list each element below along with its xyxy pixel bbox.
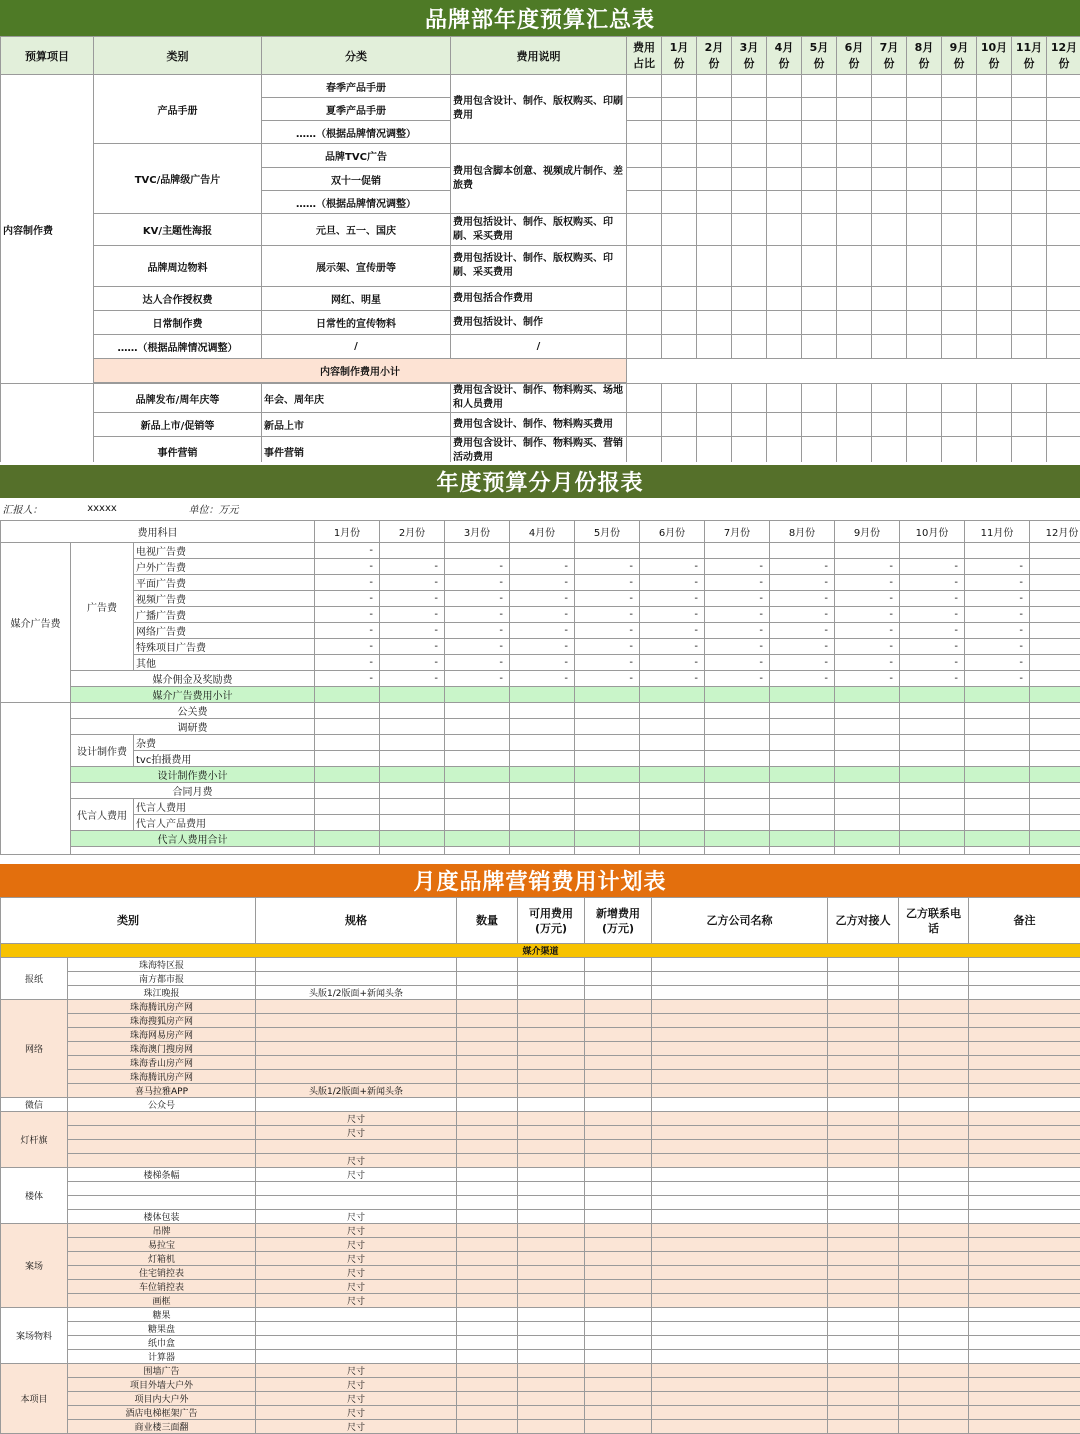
subcategory: 双十一促销 <box>262 168 451 191</box>
header-cell: 4月 份 <box>767 37 802 75</box>
annual-budget-summary <box>0 0 1080 462</box>
list-item: 糖果盘 <box>68 1322 256 1336</box>
cost-note: 费用包含脚本创意、视频成片制作、差旅费 <box>451 144 627 214</box>
ad-item: 视频广告费 <box>134 590 315 606</box>
month-header: 10月份 <box>900 520 965 542</box>
summary-title: 品牌部年度预算汇总表 <box>0 0 1080 36</box>
reporter-label: 汇报人： <box>2 505 43 517</box>
marketing-plan-table <box>0 897 1080 1434</box>
category: KV/主题性海报 <box>94 214 262 246</box>
month-header: 2月份 <box>380 520 445 542</box>
cost-note: 费用包含设计、制作、物料购买、营销活动费用 <box>451 437 627 463</box>
spec: 尺寸 <box>256 1364 457 1378</box>
spec: 尺寸 <box>256 1154 457 1168</box>
spec: 尺寸 <box>256 1406 457 1420</box>
list-item: 珠海搜狐房产网 <box>68 1014 256 1028</box>
header-cell: 乙方公司名称 <box>652 898 828 944</box>
category: TVC/品牌级广告片 <box>94 144 262 214</box>
marketing-plan-title: 月度品牌营销费用计划表 <box>0 864 1080 897</box>
research-fee: 调研费 <box>71 718 315 734</box>
subcategory: 品牌TVC广告 <box>262 144 451 168</box>
spokesperson-fee-item: 代言人费用 <box>134 798 315 814</box>
header-cell: 费用说明 <box>451 37 627 75</box>
month-header: 8月份 <box>770 520 835 542</box>
header-cell: 8月 份 <box>907 37 942 75</box>
category-newspaper: 报纸 <box>1 958 68 1000</box>
list-item: 珠海澳门搜房网 <box>68 1042 256 1056</box>
category-sales-site: 案场 <box>1 1224 68 1308</box>
category: 事件营销 <box>94 437 262 463</box>
list-item: 珠海特区报 <box>68 958 256 972</box>
header-cell: 费用 占比 <box>627 37 662 75</box>
list-item: 纸巾盒 <box>68 1336 256 1350</box>
budget-item: 内容制作费 <box>1 75 94 384</box>
list-item: 项目外墙大户外 <box>68 1378 256 1392</box>
spec: 尺寸 <box>256 1378 457 1392</box>
list-item: 住宅销控表 <box>68 1266 256 1280</box>
header-cell: 分类 <box>262 37 451 75</box>
list-item: 珠江晚报 <box>68 986 256 1000</box>
subcategory: 事件营销 <box>262 437 451 463</box>
spec: 尺寸 <box>256 1238 457 1252</box>
cost-note: 费用包括设计、制作、版权购买、印刷、采买费用 <box>451 214 627 246</box>
subcategory: 春季产品手册 <box>262 75 451 98</box>
ad-item: 广播广告费 <box>134 606 315 622</box>
media-channel-band: 媒介渠道 <box>1 944 1080 958</box>
cost-note: / <box>451 335 627 359</box>
list-item: 珠海香山房产网 <box>68 1056 256 1070</box>
commission-row: 媒介佣金及奖励费 <box>71 670 315 686</box>
list-item: 糖果 <box>68 1308 256 1322</box>
cost-note: 费用包含设计、制作、物料购买、场地和人员费用 <box>451 384 627 413</box>
header-cell: 2月 份 <box>697 37 732 75</box>
spec: 尺寸 <box>256 1112 457 1126</box>
month-header: 9月份 <box>835 520 900 542</box>
header-cell: 6月 份 <box>837 37 872 75</box>
cost-note: 费用包含设计、制作、版权购买、印刷费用 <box>451 75 627 144</box>
content-subtotal: 内容制作费用小计 <box>94 359 627 383</box>
pr-fee: 公关费 <box>71 702 315 718</box>
summary-table <box>0 36 1080 462</box>
list-item: 吊牌 <box>68 1224 256 1238</box>
header-cell: 7月 份 <box>872 37 907 75</box>
list-item: 南方都市报 <box>68 972 256 986</box>
spokesperson-fee: 代言人费用 <box>71 798 134 830</box>
ad-item: 网络广告费 <box>134 622 315 638</box>
header-cell: 12月 份 <box>1047 37 1080 75</box>
header-cell: 新增费用 (万元) <box>585 898 652 944</box>
month-header: 5月份 <box>575 520 640 542</box>
subcategory: 网红、明星 <box>262 287 451 311</box>
ad-item: 特殊项目广告费 <box>134 638 315 654</box>
spokesperson-total: 代言人费用合计 <box>71 830 315 846</box>
subcategory: ……（根据品牌情况调整） <box>262 191 451 214</box>
subcategory: 新品上市 <box>262 413 451 437</box>
list-item: 计算器 <box>68 1350 256 1364</box>
header-cell: 数量 <box>457 898 518 944</box>
subcategory: / <box>262 335 451 359</box>
spokesperson-product-fee: 代言人产品费用 <box>134 814 315 830</box>
category-pole-flag: 灯杆旗 <box>1 1112 68 1168</box>
spec: 尺寸 <box>256 1168 457 1182</box>
month-header: 6月份 <box>640 520 705 542</box>
header-cell: 乙方对接人 <box>828 898 899 944</box>
ad-fee: 广告费 <box>71 542 134 670</box>
header-cell: 10月 份 <box>977 37 1012 75</box>
media-subtotal: 媒介广告费用小计 <box>71 686 315 702</box>
category: 日常制作费 <box>94 311 262 335</box>
list-item: 画框 <box>68 1294 256 1308</box>
header-cell: 11月 份 <box>1012 37 1047 75</box>
month-header: 11月份 <box>965 520 1030 542</box>
spec: 尺寸 <box>256 1280 457 1294</box>
category: 新品上市/促销等 <box>94 413 262 437</box>
budget-item <box>1 384 94 463</box>
spec: 尺寸 <box>256 1266 457 1280</box>
monthly-marketing-plan <box>0 864 1080 1434</box>
ad-item: 其他 <box>134 654 315 670</box>
month-header: 12月份 <box>1030 520 1080 542</box>
header-cell: 乙方联系电话 <box>899 898 969 944</box>
subcategory: 年会、周年庆 <box>262 384 451 413</box>
monthly-report-title: 年度预算分月份报表 <box>0 465 1080 498</box>
ad-item: 户外广告费 <box>134 558 315 574</box>
spec: 尺寸 <box>256 1210 457 1224</box>
month-header: 3月份 <box>445 520 510 542</box>
list-item: 公众号 <box>68 1098 256 1112</box>
header-cell: 类别 <box>94 37 262 75</box>
list-item: 商业楼三面翻 <box>68 1420 256 1434</box>
spec: 尺寸 <box>256 1224 457 1238</box>
category-building: 楼体 <box>1 1168 68 1224</box>
month-header: 7月份 <box>705 520 770 542</box>
category: 品牌周边物料 <box>94 246 262 287</box>
header-cell: 9月 份 <box>942 37 977 75</box>
spec: 头版1/2版面+新闻头条 <box>256 1084 457 1098</box>
list-item: 灯箱机 <box>68 1252 256 1266</box>
misc-fee: 杂费 <box>134 734 315 750</box>
list-item: 围墙广告 <box>68 1364 256 1378</box>
unit-label: 单位： <box>188 505 219 517</box>
unit-value: 万元 <box>218 505 239 517</box>
spec: 尺寸 <box>256 1252 457 1266</box>
spec: 头版1/2版面+新闻头条 <box>256 986 457 1000</box>
media-ad-fee: 媒介广告费 <box>1 542 71 702</box>
category-wechat: 微信 <box>1 1098 68 1112</box>
design-fee: 设计制作费 <box>71 734 134 766</box>
spec: 尺寸 <box>256 1294 457 1308</box>
spec: 尺寸 <box>256 1392 457 1406</box>
list-item: 珠海腾讯房产网 <box>68 1000 256 1014</box>
month-header: 4月份 <box>510 520 575 542</box>
subcategory: 元旦、五一、国庆 <box>262 214 451 246</box>
spec: 尺寸 <box>256 1420 457 1434</box>
design-subtotal: 设计制作费小计 <box>71 766 315 782</box>
monthly-report-table: 汇报人： xxxxx 单位：万元 费用科目 1月份 2月份 3月份 4月份 5月份 6月份 7月份 8月份 9月份 10月份 11月份 12月份 媒介广告费 广告费 电视广告费 - 户外广告费 - - - - - - - - - - - 平面广告费 - - - - - - - - - - - 视频广告费 - - - - - - - - - - - 广播广告费 - - - - - - - - - - - 网络广告费 - - - - - - - - - - - 特殊项目广告费 - - - - - - - - - - - 其他 - - - - - - - - - - - 媒介佣金及奖励费 - - - - - - - - - - - 媒介广告费用小计 公关费 调研费 设计制作费 杂费 tvc拍摄费用 设计制作费小计 合同月费 代言人费用 代言人费用 代言人产品费用 代言人费用合计 <box>0 498 1080 855</box>
list-item: 酒店电梯框架广告 <box>68 1406 256 1420</box>
cost-note: 费用包括设计、制作 <box>451 311 627 335</box>
list-item: 楼梯条幅 <box>68 1168 256 1182</box>
list-item: 珠海网易房产网 <box>68 1028 256 1042</box>
list-item: 项目内大户外 <box>68 1392 256 1406</box>
list-item: 易拉宝 <box>68 1238 256 1252</box>
cost-note: 费用包含设计、制作、物料购买费用 <box>451 413 627 437</box>
tvc-shoot-fee: tvc拍摄费用 <box>134 750 315 766</box>
col-item-header: 费用科目 <box>1 520 315 542</box>
category: 达人合作授权费 <box>94 287 262 311</box>
header-cell: 规格 <box>256 898 457 944</box>
subcategory: 夏季产品手册 <box>262 98 451 121</box>
header-cell: 预算项目 <box>1 37 94 75</box>
subcategory: 展示架、宣传册等 <box>262 246 451 287</box>
category-web: 网络 <box>1 1000 68 1098</box>
ad-item: 平面广告费 <box>134 574 315 590</box>
contract-fee: 合同月费 <box>71 782 315 798</box>
header-cell: 3月 份 <box>732 37 767 75</box>
category: ……（根据品牌情况调整） <box>94 335 262 359</box>
monthly-budget-report <box>0 465 1080 860</box>
header-cell: 备注 <box>969 898 1080 944</box>
header-cell: 类别 <box>1 898 256 944</box>
category: 品牌发布/周年庆等 <box>94 384 262 413</box>
subcategory: 日常性的宣传物料 <box>262 311 451 335</box>
list-item: 车位销控表 <box>68 1280 256 1294</box>
category-project: 本项目 <box>1 1364 68 1434</box>
header-cell: 1月 份 <box>662 37 697 75</box>
header-cell: 可用费用 (万元) <box>518 898 585 944</box>
subcategory: ……（根据品牌情况调整） <box>262 121 451 144</box>
category: 产品手册 <box>94 75 262 144</box>
spec: 尺寸 <box>256 1126 457 1140</box>
list-item: 楼体包装 <box>68 1210 256 1224</box>
reporter-value: xxxxx <box>87 503 117 515</box>
ad-item: 电视广告费 <box>134 542 315 558</box>
header-cell: 5月 份 <box>802 37 837 75</box>
category-site-materials: 案场物料 <box>1 1308 68 1364</box>
cost-note: 费用包括设计、制作、版权购买、印刷、采买费用 <box>451 246 627 287</box>
list-item: 喜马拉雅APP <box>68 1084 256 1098</box>
month-header: 1月份 <box>315 520 380 542</box>
list-item: 珠海腾讯房产网 <box>68 1070 256 1084</box>
cost-note: 费用包括合作费用 <box>451 287 627 311</box>
